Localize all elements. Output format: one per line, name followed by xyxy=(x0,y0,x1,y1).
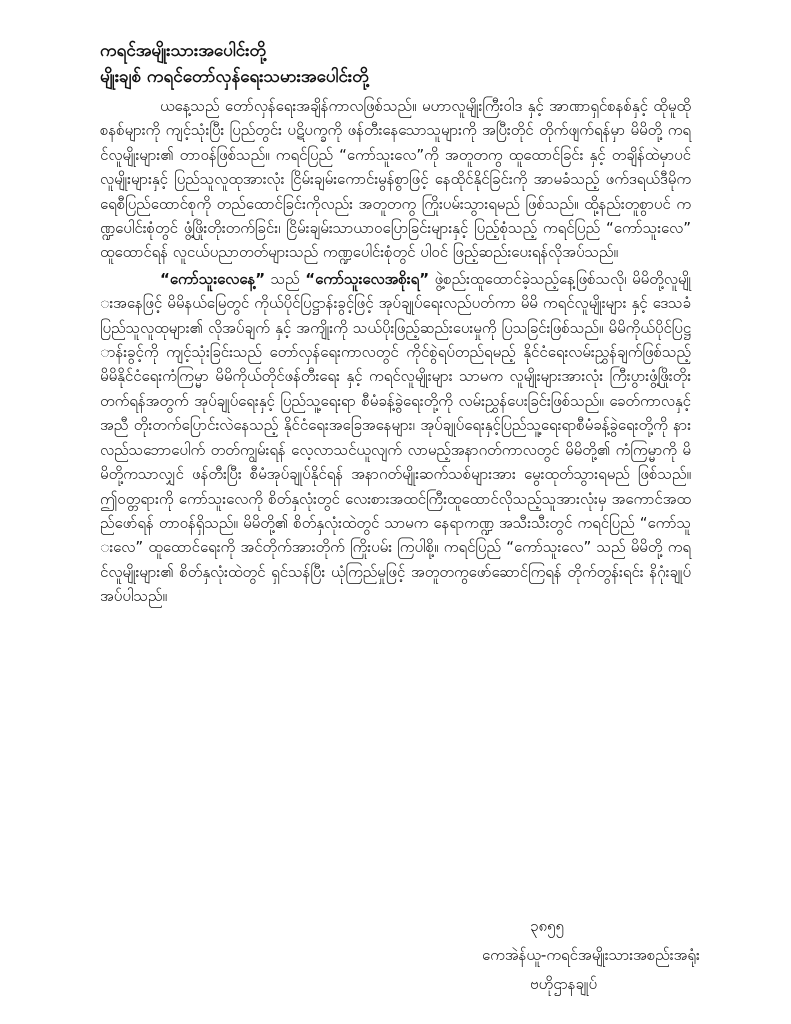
signature-block xyxy=(482,912,712,999)
heading-karen-nationals: ကရင်အမျိုးသားအပေါင်းတို့ xyxy=(100,41,267,61)
signature-headquarters: ဗဟိုဌာနချုပ် xyxy=(530,975,598,993)
signature-year: ၃၈၅၅ xyxy=(530,917,564,935)
term-kawthoolei-day: “ကော်သူးလေနေ့” xyxy=(160,269,266,288)
signature-organization: ကေအဲန်ယူ-ကရင်အမျိုးသားအစည်းအရုံး xyxy=(482,946,700,964)
para2-connector: သည် xyxy=(265,269,306,288)
heading-patriotic-revolutionaries: မျိုးချစ် ကရင်တော်လှန်ရေးသမားအပေါင်းတို့ xyxy=(100,67,369,87)
para2-body: ဖွဲ့စည်းထူထောင်ခဲ့သည့်နေ့ဖြစ်သလို၊ မိမိတို့လူမျိုးအနေဖြင့် မိမိနယ်မြေတွင် ကိုယ်ပိုင်ပြဋ္ဌာန်းခွင့်ဖြင့် အုပ်ချုပ်ရေးလည်ပတ်ကာ မိမိ ကရင်လူမျိုးများ နှင့် ဒေသခံပြည်သူလူထုများ၏ လိုအပ်ချက် နှင့် အကျိုးကို သယ်ပိုးဖြည့်ဆည်းပေးမှုကို ပြသခြင်းဖြစ်သည်။ မိမိကိုယ်ပိုင်ပြဋ္ဌာန်းခွင့်ကို ကျင့်သုံးခြင်းသည် တော်လှန်ရေးကာလတွင် ကိုင်စွဲရပ်တည်ရမည့် နိုင်ငံရေးလမ်းညွှန်ချက်ဖြစ်သည့် မိမိနိုင်ငံရေးကံကြမ္မာ မိမိကိုယ်တိုင်ဖန်တီးရေး နှင့် ကရင်လူမျိုးများ သာမက လူမျိုးများအားလုံး ကြီးပွားဖွံ့ဖြိုးတိုးတက်ရန်အတွက် အုပ်ချုပ်ရေးနှင့် ပြည်သူ့ရေးရာ စီမံခန့်ခွဲရေးတို့ကို လမ်းညွှန်ပေးခြင်းဖြစ်သည်။ ခေတ်ကာလနှင့်အညီ တိုးတက်ပြောင်းလဲနေသည့် နိုင်ငံရေးအခြေအနေများ၊ အုပ်ချုပ်ရေးနှင့်ပြည်သူ့ရေးရာစီမံခန့်ခွဲရေးတို့ကို နားလည်သဘောပေါက် တတ်ကျွမ်းရန် လေ့လာသင်ယူလျက် လာမည့်အနာဂတ်ကာလတွင် မိမိတို့၏ ကံကြမ္မာကို မိမိတို့ကသာလျှင် ဖန်တီးပြီး စီမံအုပ်ချုပ်နိုင်ရန် အနာဂတ်မျိုးဆက်သစ်များအား မွေးထုတ်သွားရမည် ဖြစ်သည်။ ဤဝတ္တရားကို ကော်သူးလေကို စိတ်နှလုံးတွင် လေးစားအထင်ကြီးထူထောင်လိုသည့်သူအားလုံးမှ အကောင်အထည်ဖော်ရန် တာဝန်ရှိသည်။ မိမိတို့၏ စိတ်နှလုံးထဲတွင် သာမက နေရာကဏ္ဍ အသီးသီးတွင် ကရင်ပြည် “ကော်သူးလေ” ထူထောင်ရေးကို အင်တိုက်အားတိုက် ကြိုးပမ်း ကြပါစို့။ ကရင်ပြည် “ကော်သူးလေ” သည် မိမိတို့ ကရင်လူမျိုးများ၏ စိတ်နှလုံးထဲတွင် ရှင်သန်ပြီး ယုံကြည်မှုဖြင့် အတူတကွဖော်ဆောင်ကြရန် တိုက်တွန်းရင်း နိဂုံးချုပ်အပ်ပါသည်။ xyxy=(100,269,691,606)
paragraph-2 xyxy=(100,267,691,609)
term-kawthoolei-government: “ကော်သူးလေအစိုးရ” xyxy=(305,269,430,288)
paragraph-1: ယနေ့သည် တော်လှန်ရေးအချိန်ကာလဖြစ်သည်။ မဟာလူမျိုးကြီးဝါဒ နှင့် အာဏာရှင်စနစ်နှင့် ထိုမူထိုစနစ်များကို ကျင့်သုံးပြီး ပြည်တွင်း ပဋိပက္ခကို ဖန်တီးနေသောသူများကို အပြီးတိုင် တိုက်ဖျက်ရန်မှာ မိမိတို့ ကရင်လူမျိုးများ၏ တာဝန်ဖြစ်သည်။ ကရင်ပြည် “ကော်သူးလေ”ကို အတူတကွ ထူထောင်ခြင်း နှင့် တချိန်ထဲမှာပင် လူမျိုးများနှင့် ပြည်သူလူထုအားလုံး ငြိမ်းချမ်းကောင်းမွန်စွာဖြင့် နေထိုင်နိုင်ခြင်းကို အာမခံသည့် ဖက်ဒရယ်ဒီမိုကရေစီပြည်ထောင်စုကို တည်ထောင်ခြင်းကိုလည်း အတူတကွ ကြိုးပမ်းသွားရမည် ဖြစ်သည်။ ထို့နည်းတူစွာပင် ကဏ္ဍပေါင်းစုံတွင် ဖွံ့ဖြိုးတိုးတက်ခြင်း၊ ငြိမ်းချမ်းသာယာဝပြောခြင်းများနှင့် ပြည့်စုံသည့် ကရင်ပြည် “ကော်သူးလေ” ထူထောင်ရန် လူငယ်ပညာတတ်များသည် ကဏ္ဍပေါင်းစုံတွင် ပါဝင် ဖြည့်ဆည်းပေးရန်လိုအပ်သည်။ xyxy=(100,97,691,262)
